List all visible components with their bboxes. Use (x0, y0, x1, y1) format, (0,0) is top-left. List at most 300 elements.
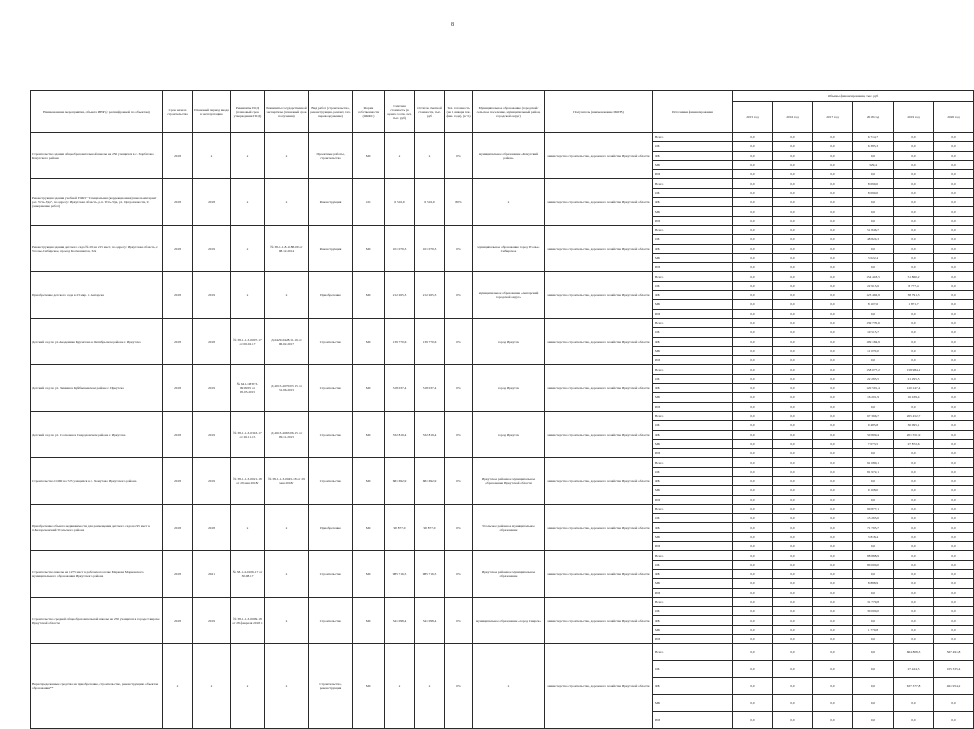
commission-year-cell: x (193, 644, 231, 729)
funding-amount-cell: 0,0 (773, 337, 813, 346)
funding-amount-cell: 8 090,0 (853, 179, 894, 188)
ownership-cell: МС (353, 272, 385, 318)
funding-amount-cell: 0,0 (894, 532, 934, 541)
funding-source-cell: Всего (653, 225, 733, 234)
expertise-details-cell: x (265, 272, 309, 318)
recipient-cell: министерство строительства, дорожного хозяйства Иркутской области (545, 551, 653, 597)
funding-amount-cell: 0,0 (733, 235, 773, 244)
funding-amount-cell: 0,0 (733, 504, 773, 513)
funding-amount-cell: 0,0 (733, 300, 773, 309)
start-year-cell: 2018 (163, 318, 193, 364)
municipality-cell: муниципальное образование «Качугский район» (473, 133, 545, 179)
readiness-cell: 0% (445, 458, 473, 504)
funding-amount-cell: 0,0 (773, 644, 813, 661)
start-year-cell: 2018 (163, 551, 193, 597)
funding-amount-cell: 0,0 (934, 142, 974, 151)
commission-year-cell: 2019 (193, 225, 231, 271)
funding-amount-cell: 0,0 (853, 309, 894, 318)
funding-amount-cell: 0,0 (934, 179, 974, 188)
funding-amount-cell: 0,0 (934, 244, 974, 253)
funding-amount-cell: 0,0 (813, 661, 853, 678)
financing-table-sheet (30, 90, 961, 729)
funding-amount-cell: 0,0 (934, 542, 974, 551)
ownership-cell: МС (353, 504, 385, 550)
funding-amount-cell: 0,0 (894, 309, 934, 318)
commission-year-cell: 2019 (193, 272, 231, 318)
funding-amount-cell: 0,0 (894, 504, 934, 513)
funding-amount-cell: 0,0 (733, 346, 773, 355)
start-year-cell: 2018 (163, 411, 193, 457)
funding-amount-cell: 0,0 (773, 365, 813, 374)
funding-amount-cell: 0,0 (934, 569, 974, 578)
municipality-cell: Иркутское районное муниципальное образование Иркутской области (473, 458, 545, 504)
funding-amount-cell: 0,0 (773, 309, 813, 318)
funding-amount-cell: 0,0 (934, 439, 974, 448)
header-name: Наименование мероприятия, объекта ИНР (с расшифровкой по объектам) (31, 91, 163, 133)
funding-amount-cell: 0,0 (934, 225, 974, 234)
funding-amount-cell: 0,0 (733, 365, 773, 374)
funding-amount-cell: 0,0 (813, 216, 853, 225)
ownership-cell: МС (353, 133, 385, 179)
funding-amount-cell: 0,0 (733, 486, 773, 495)
funding-amount-cell: 0,0 (733, 588, 773, 597)
table-row (31, 318, 974, 327)
funding-amount-cell: 0,0 (934, 411, 974, 420)
funding-source-cell: ИИ (653, 170, 733, 179)
funding-amount-cell: 0,0 (894, 402, 934, 411)
municipality-cell: x (473, 179, 545, 225)
funding-amount-cell: 0,0 (813, 523, 853, 532)
work-type-cell: Строительство, реконструкция (309, 644, 353, 729)
funding-amount-cell: 0,0 (733, 430, 773, 439)
funding-amount-cell: 0,0 (853, 588, 894, 597)
funding-source-cell: ОБ (653, 281, 733, 290)
cost-balance-cell: 318 037,4 (415, 365, 445, 411)
funding-amount-cell: 0,0 (813, 337, 853, 346)
ped-details-cell: № 38-1-4-0106-17 от 30.08.17 (231, 551, 265, 597)
funding-amount-cell: 31 779,8 (853, 597, 894, 606)
funding-amount-cell: 158 984,1 (894, 365, 934, 374)
funding-source-cell: Всего (653, 597, 733, 606)
funding-amount-cell: 0,0 (894, 476, 934, 485)
funding-amount-cell: 0,0 (773, 514, 813, 523)
funding-amount-cell: 80 000,0 (853, 560, 894, 569)
recipient-cell: министерство строительства, дорожного хозяйства Иркутской области (545, 272, 653, 318)
funding-source-cell: ОБ (653, 328, 733, 337)
funding-source-cell: МБ (653, 160, 733, 169)
funding-amount-cell: 0,0 (934, 421, 974, 430)
funding-amount-cell: 0,0 (894, 225, 934, 234)
funding-amount-cell: 0,0 (894, 133, 934, 142)
funding-amount-cell: 27 424,5 (894, 661, 934, 678)
funding-amount-cell: 9 485,8 (853, 421, 894, 430)
funding-amount-cell: 0,0 (934, 597, 974, 606)
funding-amount-cell: 0,0 (733, 467, 773, 476)
funding-source-cell: Всего (653, 644, 733, 661)
funding-amount-cell: 0,0 (934, 207, 974, 216)
funding-amount-cell: 567 491,8 (934, 644, 974, 661)
funding-amount-cell: 0,0 (934, 291, 974, 300)
funding-amount-cell: 0,0 (813, 179, 853, 188)
object-name-cell: Детский сад по ул. Сосновая в Свердловском районе г. Иркутска (31, 411, 163, 457)
header-year: 2019 год (894, 102, 934, 133)
cost-balance-cell: 6 516,9 (415, 179, 445, 225)
funding-amount-cell: 0,0 (813, 384, 853, 393)
funding-amount-cell: 0,0 (733, 579, 773, 588)
table-row (31, 133, 974, 142)
funding-amount-cell: 0,0 (894, 198, 934, 207)
funding-amount-cell: 0,0 (934, 235, 974, 244)
ownership-cell: ОС (353, 179, 385, 225)
funding-amount-cell: 0,0 (773, 374, 813, 383)
funding-amount-cell: 0,0 (733, 160, 773, 169)
funding-amount-cell: 0,0 (773, 402, 813, 411)
funding-amount-cell: 0,0 (894, 495, 934, 504)
ped-details-cell: № 38-1-1-3-0007-17 от 06.02.17 (231, 318, 265, 364)
funding-amount-cell: 0,0 (813, 551, 853, 560)
ped-details-cell: № 38-1-1-3-0021-18 от 29 мая 2018г (231, 458, 265, 504)
funding-amount-cell: 0,0 (813, 532, 853, 541)
funding-amount-cell: 27 872,6 (894, 439, 934, 448)
object-name-cell: Строительство средней общеобразовательной школы на 250 учащихся в городе Свирске Иркутской области (31, 597, 163, 643)
object-name-cell: Строительство СОШ на 725 учащихся в с. Хомутово Иркутского района (31, 458, 163, 504)
funding-amount-cell: 0,0 (934, 309, 974, 318)
header-source: Источники финансирования (653, 91, 733, 133)
header-recipient: Получатель (наименование ИОГВ) (545, 91, 653, 133)
funding-amount-cell: 0,0 (894, 318, 934, 327)
funding-amount-cell: 3 818,4 (853, 532, 894, 541)
funding-amount-cell: 0,0 (733, 151, 773, 160)
funding-amount-cell: 154 418,5 (853, 272, 894, 281)
ped-details-cell: № 38-1-1-3-0343-17 от 26.11.15 (231, 411, 265, 457)
start-year-cell: x (163, 644, 193, 729)
funding-amount-cell: 0,0 (853, 616, 894, 625)
estimated-cost-cell: 681 692,9 (385, 458, 415, 504)
funding-amount-cell: 0,0 (773, 542, 813, 551)
funding-amount-cell: 0,0 (733, 635, 773, 644)
funding-amount-cell: 0,0 (773, 476, 813, 485)
commission-year-cell: 2018 (193, 318, 231, 364)
funding-source-cell: ОБ (653, 374, 733, 383)
work-type-cell: Строительство (309, 551, 353, 597)
funding-amount-cell: 0,0 (733, 560, 773, 569)
funding-amount-cell: 0,0 (853, 449, 894, 458)
funding-source-cell: Всего (653, 272, 733, 281)
expertise-details-cell: x (265, 644, 309, 729)
funding-amount-cell: 0,0 (773, 216, 813, 225)
funding-amount-cell: 0,0 (773, 560, 813, 569)
estimated-cost-cell: 101 079,3 (385, 225, 415, 271)
object-name-cell: Реконструкция здания учебной ГОКУ "Специальная (коррекционная) школа-интернат р.п. Усть-Уда", по адресу: Иркутская область, р.п. Усть-Уда, ул. Оргдолжности, 9 (завершение работ) (31, 179, 163, 225)
readiness-cell: 0% (445, 504, 473, 550)
municipality-cell: Усольское районное муниципальное образование (473, 504, 545, 550)
funding-amount-cell: 0,0 (853, 170, 894, 179)
commission-year-cell: 2018 (193, 179, 231, 225)
funding-source-cell: МБ (653, 625, 733, 634)
funding-amount-cell: 0,0 (894, 635, 934, 644)
funding-source-cell: Всего (653, 411, 733, 420)
funding-source-cell: ФБ (653, 337, 733, 346)
commission-year-cell: 2019 (193, 458, 231, 504)
funding-amount-cell: 0,0 (894, 170, 934, 179)
funding-amount-cell: 0,0 (853, 661, 894, 678)
funding-amount-cell: 0,0 (773, 467, 813, 476)
funding-amount-cell: 0,0 (813, 328, 853, 337)
funding-amount-cell: 0,0 (934, 393, 974, 402)
funding-amount-cell: 0,0 (733, 384, 773, 393)
funding-amount-cell: 0,0 (733, 551, 773, 560)
funding-amount-cell: 0,0 (813, 678, 853, 695)
funding-amount-cell: 0,0 (773, 328, 813, 337)
funding-amount-cell: 0,0 (773, 635, 813, 644)
funding-amount-cell: 36 095,1 (894, 421, 934, 430)
funding-amount-cell: 0,0 (934, 588, 974, 597)
funding-amount-cell: 0,0 (853, 644, 894, 661)
funding-amount-cell: 0,0 (894, 551, 934, 560)
object-name-cell: Реконструкция здания детского сада № 29 на 215 мест, по адресу: Иркутская область, г. Усолье-Сибирское, проезд Космонавтов, 32а (31, 225, 163, 271)
funding-amount-cell: 1 871,7 (894, 300, 934, 309)
funding-amount-cell: 0,0 (813, 635, 853, 644)
funding-source-cell: ОБ (653, 421, 733, 430)
expertise-details-cell: x (265, 133, 309, 179)
funding-amount-cell: 0,0 (934, 300, 974, 309)
funding-amount-cell: 0,0 (773, 393, 813, 402)
funding-amount-cell: 0,0 (813, 309, 853, 318)
ownership-cell: МС (353, 644, 385, 729)
funding-source-cell: ОБ (653, 235, 733, 244)
funding-amount-cell: 0,0 (813, 421, 853, 430)
funding-amount-cell: 7 073,5 (853, 439, 894, 448)
recipient-cell: министерство строительства, дорожного хозяйства Иркутской области (545, 318, 653, 364)
funding-amount-cell: 158 077,2 (853, 365, 894, 374)
funding-amount-cell: 0,0 (813, 430, 853, 439)
funding-amount-cell: 0,0 (773, 661, 813, 678)
funding-amount-cell: 0,0 (934, 695, 974, 712)
funding-amount-cell: 0,0 (773, 458, 813, 467)
funding-amount-cell: 0,0 (853, 635, 894, 644)
funding-source-cell: Всего (653, 133, 733, 142)
funding-source-cell: МБ (653, 486, 733, 495)
cost-balance-cell: 90 877,0 (415, 504, 445, 550)
funding-amount-cell: 0,0 (813, 225, 853, 234)
recipient-cell: министерство строительства, дорожного хозяйства Иркутской области (545, 597, 653, 643)
header-ownership: Форма собственности (ОКФС) (353, 91, 385, 133)
funding-amount-cell: 265 452,7 (894, 411, 934, 420)
funding-amount-cell: 0,0 (733, 695, 773, 712)
ped-details-cell: x (231, 179, 265, 225)
funding-amount-cell: 0,0 (934, 374, 974, 383)
funding-amount-cell: 0,0 (934, 216, 974, 225)
funding-amount-cell: 0,0 (894, 160, 934, 169)
funding-amount-cell: 0,0 (773, 160, 813, 169)
funding-amount-cell: 0,0 (894, 523, 934, 532)
funding-amount-cell: 0,0 (934, 625, 974, 634)
expertise-details-cell: x (265, 179, 309, 225)
readiness-cell: 0% (445, 272, 473, 318)
funding-source-cell: ФБ (653, 523, 733, 532)
funding-amount-cell: 0,0 (813, 253, 853, 262)
municipality-cell: город Иркутск (473, 365, 545, 411)
funding-source-cell: МБ (653, 439, 733, 448)
funding-amount-cell: 0,0 (813, 170, 853, 179)
funding-amount-cell: 8 888,9 (853, 579, 894, 588)
funding-amount-cell: 0,0 (934, 281, 974, 290)
funding-amount-cell: 0,0 (853, 569, 894, 578)
funding-amount-cell: 0,0 (773, 430, 813, 439)
table-row (31, 458, 974, 467)
funding-amount-cell: 0,0 (773, 235, 813, 244)
funding-amount-cell: 0,0 (934, 458, 974, 467)
funding-source-cell: ИИ (653, 542, 733, 551)
funding-amount-cell: 0,0 (894, 449, 934, 458)
funding-amount-cell: 0,0 (733, 514, 773, 523)
funding-amount-cell: 0,0 (733, 495, 773, 504)
expertise-details-cell: x (265, 504, 309, 550)
header-year: 2018 год (853, 102, 894, 133)
ownership-cell: МС (353, 458, 385, 504)
header-volume: Объемы финансирования, тыс. руб (733, 91, 974, 102)
ownership-cell: МС (353, 225, 385, 271)
funding-amount-cell: 0,0 (733, 328, 773, 337)
funding-amount-cell: 0,0 (934, 160, 974, 169)
funding-source-cell: МБ (653, 300, 733, 309)
cost-balance-cell: 332 819,4 (415, 411, 445, 457)
funding-amount-cell: 0,0 (894, 625, 934, 634)
funding-amount-cell: 0,0 (894, 712, 934, 729)
ownership-cell: МС (353, 551, 385, 597)
ownership-cell: МС (353, 597, 385, 643)
funding-amount-cell: 0,0 (773, 244, 813, 253)
funding-amount-cell: 0,0 (813, 560, 853, 569)
funding-amount-cell: 637 377,8 (894, 678, 934, 695)
municipality-cell: Иркутское районное муниципальное образование (473, 551, 545, 597)
funding-amount-cell: 0,0 (773, 384, 813, 393)
funding-source-cell: ИИ (653, 309, 733, 318)
funding-amount-cell: 0,0 (813, 588, 853, 597)
funding-source-cell: ФБ (653, 678, 733, 695)
funding-amount-cell: 0,0 (813, 616, 853, 625)
funding-amount-cell: 0,0 (773, 495, 813, 504)
funding-source-cell: МБ (653, 346, 733, 355)
funding-amount-cell: 0,0 (894, 244, 934, 253)
funding-source-cell: ИИ (653, 402, 733, 411)
municipality-cell: город Иркутск (473, 411, 545, 457)
funding-amount-cell: 22 915,6 (853, 281, 894, 290)
start-year-cell: 2018 (163, 225, 193, 271)
readiness-cell: 0% (445, 365, 473, 411)
readiness-cell: 0% (445, 225, 473, 271)
funding-source-cell: МБ (653, 579, 733, 588)
estimated-cost-cell: 6 516,9 (385, 179, 415, 225)
start-year-cell: 2018 (163, 365, 193, 411)
funding-amount-cell: 0,0 (773, 625, 813, 634)
funding-amount-cell: 0,0 (733, 542, 773, 551)
funding-amount-cell: 0,0 (773, 607, 813, 616)
table-row (31, 411, 974, 420)
estimated-cost-cell: 318 037,4 (385, 365, 415, 411)
recipient-cell: министерство строительства, дорожного хозяйства Иркутской области (545, 365, 653, 411)
funding-amount-cell: 0,0 (733, 411, 773, 420)
funding-source-cell: Всего (653, 551, 733, 560)
funding-amount-cell: 0,0 (733, 188, 773, 197)
funding-amount-cell: 0,0 (813, 542, 853, 551)
funding-amount-cell: 0,0 (733, 356, 773, 365)
funding-source-cell: ИИ (653, 263, 733, 272)
expertise-details-cell: x (265, 597, 309, 643)
funding-amount-cell: 0,0 (934, 532, 974, 541)
ped-details-cell: x (231, 644, 265, 729)
funding-amount-cell: 0,0 (813, 597, 853, 606)
funding-amount-cell: 22 283,5 (853, 374, 894, 383)
funding-amount-cell: 0,0 (894, 616, 934, 625)
estimated-cost-cell: 332 819,4 (385, 411, 415, 457)
funding-amount-cell: 0,0 (813, 411, 853, 420)
start-year-cell: 2018 (163, 272, 193, 318)
funding-amount-cell: 0,0 (733, 272, 773, 281)
funding-amount-cell: 0,0 (773, 207, 813, 216)
funding-amount-cell: 0,0 (894, 458, 934, 467)
funding-amount-cell: 0,0 (733, 393, 773, 402)
funding-amount-cell: 0,0 (733, 532, 773, 541)
funding-amount-cell: 0,0 (894, 151, 934, 160)
funding-amount-cell: 15 263,0 (853, 514, 894, 523)
funding-amount-cell: 120 591,4 (853, 384, 894, 393)
funding-amount-cell: 0,0 (773, 198, 813, 207)
funding-amount-cell: 0,0 (894, 356, 934, 365)
header-period: Срок начала строительства (163, 91, 193, 133)
funding-source-cell: Всего (653, 504, 733, 513)
funding-amount-cell: 0,0 (773, 263, 813, 272)
cost-balance-cell: 341 098,4 (415, 597, 445, 643)
funding-amount-cell: 0,0 (934, 449, 974, 458)
start-year-cell: 2018 (163, 458, 193, 504)
funding-amount-cell: 0,0 (813, 188, 853, 197)
funding-amount-cell: 1 779,8 (853, 625, 894, 634)
funding-amount-cell: 0,0 (733, 439, 773, 448)
work-type-cell: Строительство (309, 318, 353, 364)
funding-amount-cell: 0,0 (773, 597, 813, 606)
funding-amount-cell: 0,0 (853, 198, 894, 207)
funding-source-cell: ИИ (653, 712, 733, 729)
funding-amount-cell: 139 770,6 (853, 318, 894, 327)
funding-amount-cell: 0,0 (733, 198, 773, 207)
funding-amount-cell: 0,0 (894, 346, 934, 355)
work-type-cell: Реконструкция (309, 225, 353, 271)
funding-amount-cell: 0,0 (813, 402, 853, 411)
funding-amount-cell: 0,0 (773, 300, 813, 309)
funding-amount-cell: 0,0 (894, 695, 934, 712)
funding-amount-cell: 21 295,5 (894, 374, 934, 383)
commission-year-cell: 2019 (193, 411, 231, 457)
funding-amount-cell: 0,0 (773, 588, 813, 597)
funding-amount-cell: 0,0 (813, 712, 853, 729)
funding-source-cell: Всего (653, 458, 733, 467)
table-row (31, 365, 974, 374)
funding-amount-cell: 0,0 (733, 607, 773, 616)
funding-amount-cell: 16 439,4 (894, 393, 934, 402)
funding-amount-cell: 0,0 (894, 337, 934, 346)
municipality-cell: муниципальное образование «город Свирск» (473, 597, 545, 643)
header-commission: Плановый период ввода в эксплуатацию (193, 91, 231, 133)
funding-amount-cell: 0,0 (733, 281, 773, 290)
header-municipality: Муниципальное образование (городской/сельское поселение, муниципальный район, городской округ) (473, 91, 545, 133)
funding-amount-cell: 0,0 (813, 346, 853, 355)
funding-amount-cell: 0,0 (773, 151, 813, 160)
readiness-cell: 0% (445, 644, 473, 729)
header-year: 2020 год (934, 102, 974, 133)
funding-source-cell: ОБ (653, 188, 733, 197)
cost-balance-cell: 212 265,3 (415, 272, 445, 318)
